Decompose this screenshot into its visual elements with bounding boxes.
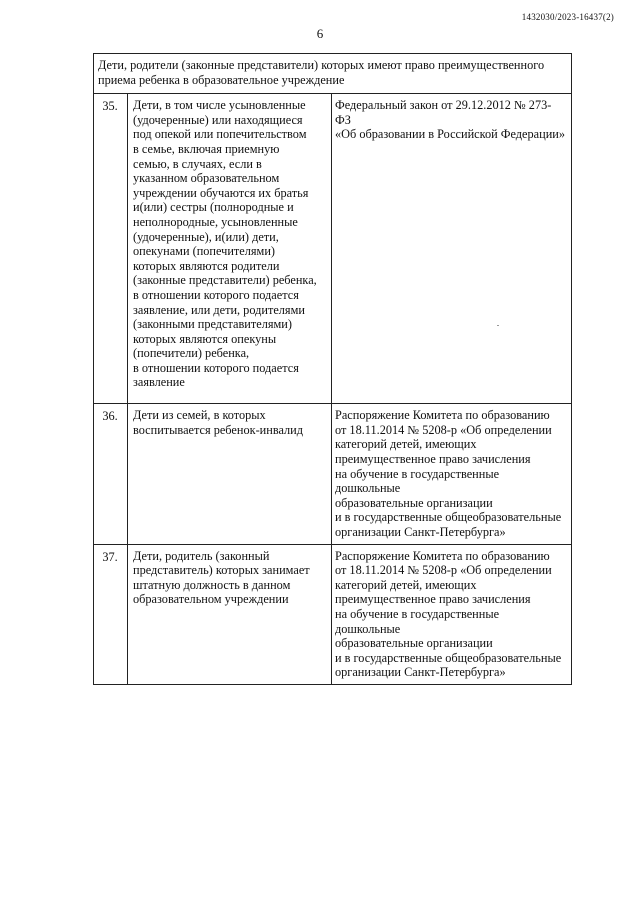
document-id: 1432030/2023-16437(2) [521, 12, 614, 22]
category-cell: Дети из семей, в которых воспитывается ребенок-инвалид [128, 404, 332, 544]
table-row [94, 94, 572, 404]
row-number: 37. [94, 544, 128, 684]
page-number: 6 [316, 26, 324, 41]
table-header-row [94, 54, 572, 94]
row-number: 36. [94, 404, 128, 544]
table-row [94, 404, 572, 544]
admission-priority-table [93, 53, 572, 685]
scan-speck [497, 325, 499, 326]
category-cell: Дети, родитель (законный представитель) которых занимает штатную должность в данном образовательном учреждении [128, 544, 332, 684]
category-cell: Дети, в том числе усыновленные (удочеренные) или находящиеся под опекой или попечительством в семье, включая приемную семью, в случаях, если в указанном образовательном учреждении обучаются их братья и(или) сестры (полнородные и неполнородные, усыновленные (удочеренные), и(или) дети, опекунами (попечителями) которых являются родители (законные представители) ребенка, в отношении которого подается заявление, или дети, родителями (законными представителями) которых являются опекуны (попечители) ребенка, в отношении которого подается заявление [128, 94, 332, 404]
legal-basis-cell: Федеральный закон от 29.12.2012 № 273-ФЗ «Об образовании в Российской Федерации» [332, 94, 572, 404]
row-number: 35. [94, 94, 128, 404]
legal-basis-cell: Распоряжение Комитета по образованию от 18.11.2014 № 5208-р «Об определении категорий детей, имеющих преимущественное право зачисления на обучение в государственные дошкольные образовательные организации и в государственные общеобразовательные организации Санкт-Петербурга» [332, 544, 572, 684]
table-header-cell: Дети, родители (законные представители) которых имеют право преимущественного приема ребенка в образовательное учреждение [94, 54, 572, 94]
legal-basis-cell: Распоряжение Комитета по образованию от 18.11.2014 № 5208-р «Об определении категорий детей, имеющих преимущественное право зачисления на обучение в государственные дошкольные образовательные организации и в государственные общеобразовательные организации Санкт-Петербурга» [332, 404, 572, 544]
table-row [94, 544, 572, 684]
